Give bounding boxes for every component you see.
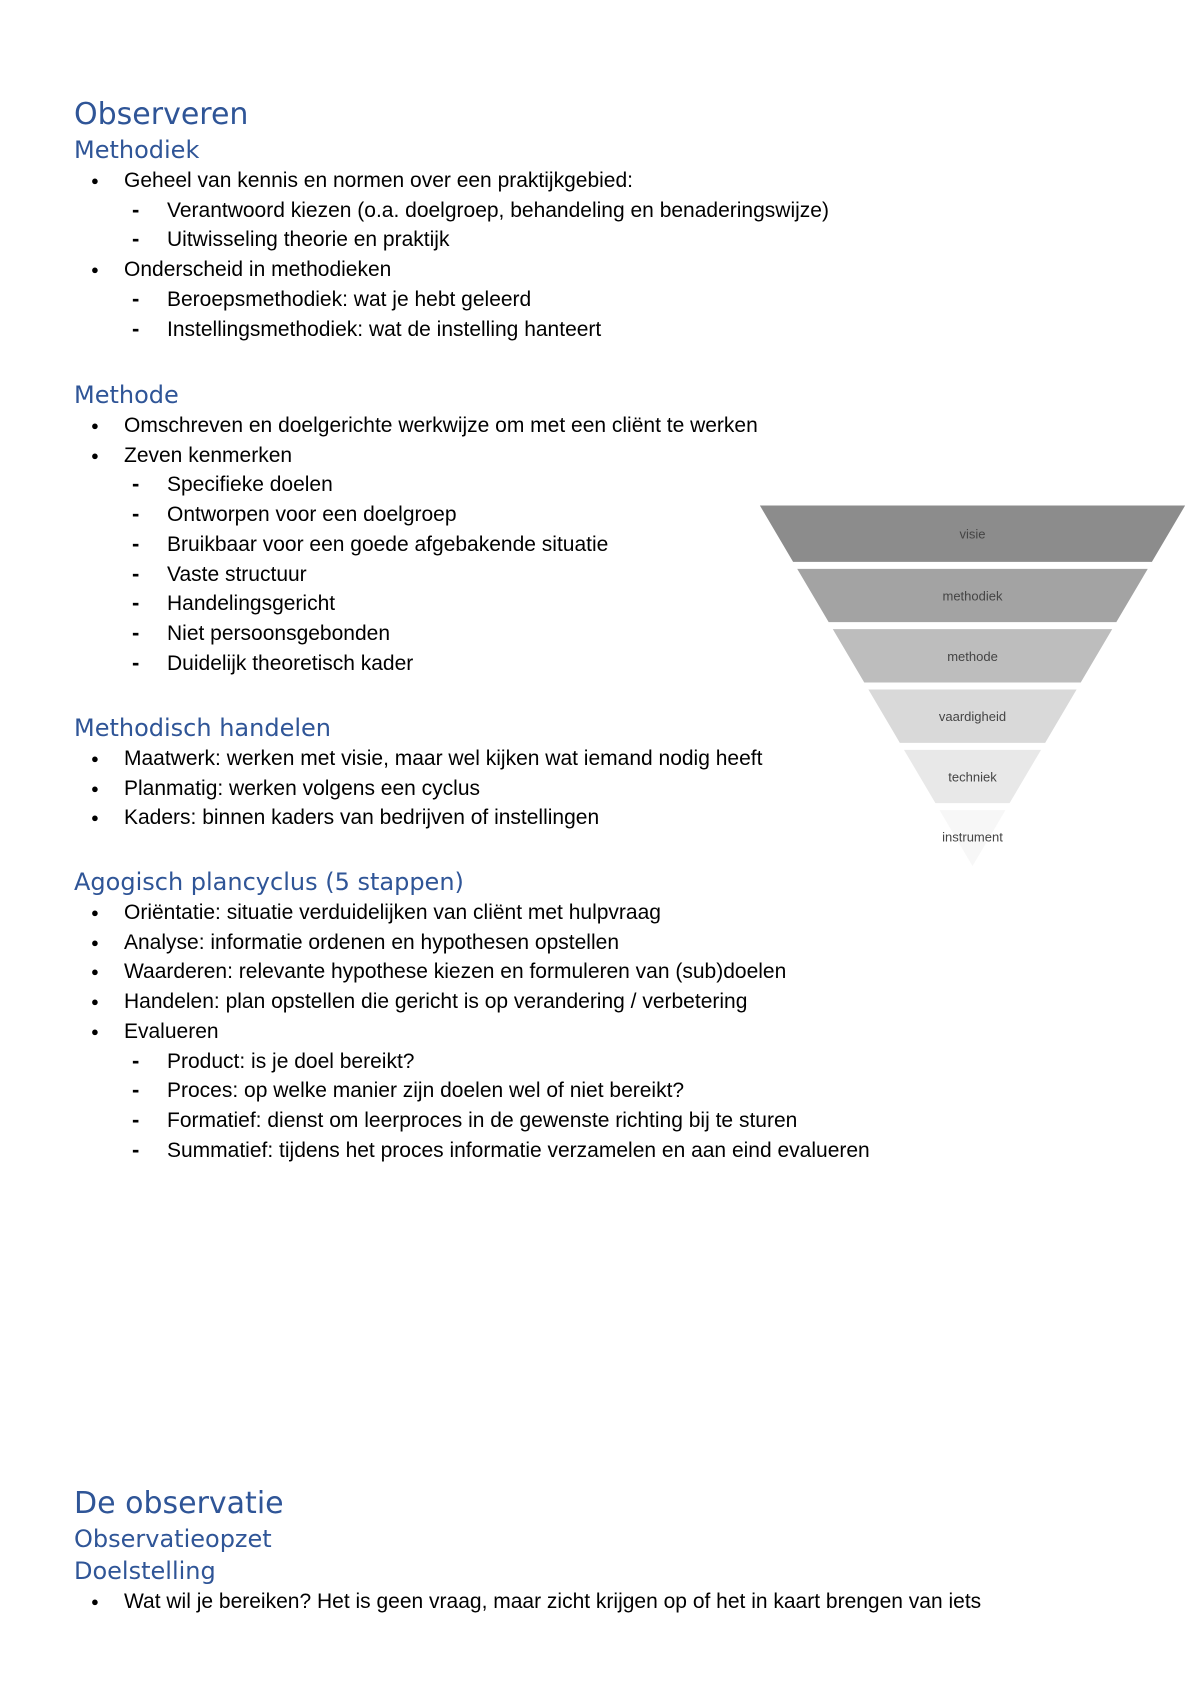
section-plancyclus (74, 866, 1154, 1165)
sub-list-item: - Vaste structuur (74, 560, 1154, 590)
heading-observatieopzet: Observatieopzet (74, 1525, 272, 1553)
list-methodiek (74, 166, 1154, 344)
sub-list-item: - Instellingsmethodiek: wat de instelling hanteert (74, 315, 1154, 345)
list-item: ● Maatwerk: werken met visie, maar wel kijken wat iemand nodig heeft (74, 744, 1154, 774)
list-item: ● Planmatig: werken volgens een cyclus (74, 774, 1154, 804)
sub-list-item: - Product: is je doel bereikt? (74, 1047, 1154, 1077)
pyramid-diagram (755, 503, 1190, 869)
list-item: ● Wat wil je bereiken? Het is geen vraag, maar zicht krijgen op of het in kaart brengen van iets (74, 1587, 1154, 1617)
heading-de-observatie: De observatie (74, 1486, 284, 1521)
list-item: ● Geheel van kennis en normen over een praktijkgebied: (74, 166, 1154, 196)
list-item: ● Kaders: binnen kaders van bedrijven of instellingen (74, 803, 1154, 833)
section-observeren (74, 96, 1154, 344)
sub-list-item: - Niet persoonsgebonden (74, 619, 1154, 649)
pyramid-label-visie: visie (959, 526, 986, 542)
list-item: ● Omschreven en doelgerichte werkwijze om met een cliënt te werken (74, 411, 1154, 441)
sub-list-item: - Beroepsmethodiek: wat je hebt geleerd (74, 285, 1154, 315)
pyramid-label-techniek: techniek (948, 769, 997, 785)
list-plancyclus (74, 898, 1154, 1165)
list-doelstelling (74, 1587, 1154, 1617)
list-item: ● Handelen: plan opstellen die gericht is op verandering / verbetering (74, 987, 1154, 1017)
heading-methodisch-handelen: Methodisch handelen (74, 714, 331, 742)
sub-list-item: - Ontworpen voor een doelgroep (74, 500, 1154, 530)
sub-list-item: - Verantwoord kiezen (o.a. doelgroep, behandeling en benaderingswijze) (74, 196, 1154, 226)
list-item: ● Analyse: informatie ordenen en hypothesen opstellen (74, 928, 1154, 958)
heading-plancyclus: Agogisch plancyclus (5 stappen) (74, 868, 464, 896)
section-de-observatie (74, 1485, 1154, 1617)
sub-list-item: - Bruikbaar voor een goede afgebakende situatie (74, 530, 1154, 560)
list-item: ● Zeven kenmerken (74, 441, 1154, 471)
sub-list-item: - Formatief: dienst om leerproces in de gewenste richting bij te sturen (74, 1106, 1154, 1136)
sub-list-item: - Specifieke doelen (74, 470, 1154, 500)
pyramid-label-vaardigheid: vaardigheid (938, 709, 1007, 725)
list-item: ● Waarderen: relevante hypothese kiezen en formuleren van (sub)doelen (74, 957, 1154, 987)
list-item: ● Oriëntatie: situatie verduidelijken van cliënt met hulpvraag (74, 898, 1154, 928)
sub-list-item: - Duidelijk theoretisch kader (74, 649, 1154, 679)
heading-methodiek: Methodiek (74, 136, 200, 164)
sub-list-item: - Proces: op welke manier zijn doelen wel of niet bereikt? (74, 1076, 1154, 1106)
pyramid-label-methodiek: methodiek (942, 588, 1003, 604)
sub-list-item: - Uitwisseling theorie en praktijk (74, 225, 1154, 255)
heading-methode: Methode (74, 381, 179, 409)
list-item: ● Evalueren (74, 1017, 1154, 1047)
sub-list-item: - Summatief: tijdens het proces informatie verzamelen en aan eind evalueren (74, 1136, 1154, 1166)
heading-doelstelling: Doelstelling (74, 1557, 216, 1585)
heading-observeren: Observeren (74, 97, 249, 132)
pyramid-label-methode: methode (947, 648, 998, 664)
pyramid-label-instrument: instrument (942, 829, 1003, 845)
list-item: ● Onderscheid in methodieken (74, 255, 1154, 285)
sub-list-item: - Handelingsgericht (74, 589, 1154, 619)
